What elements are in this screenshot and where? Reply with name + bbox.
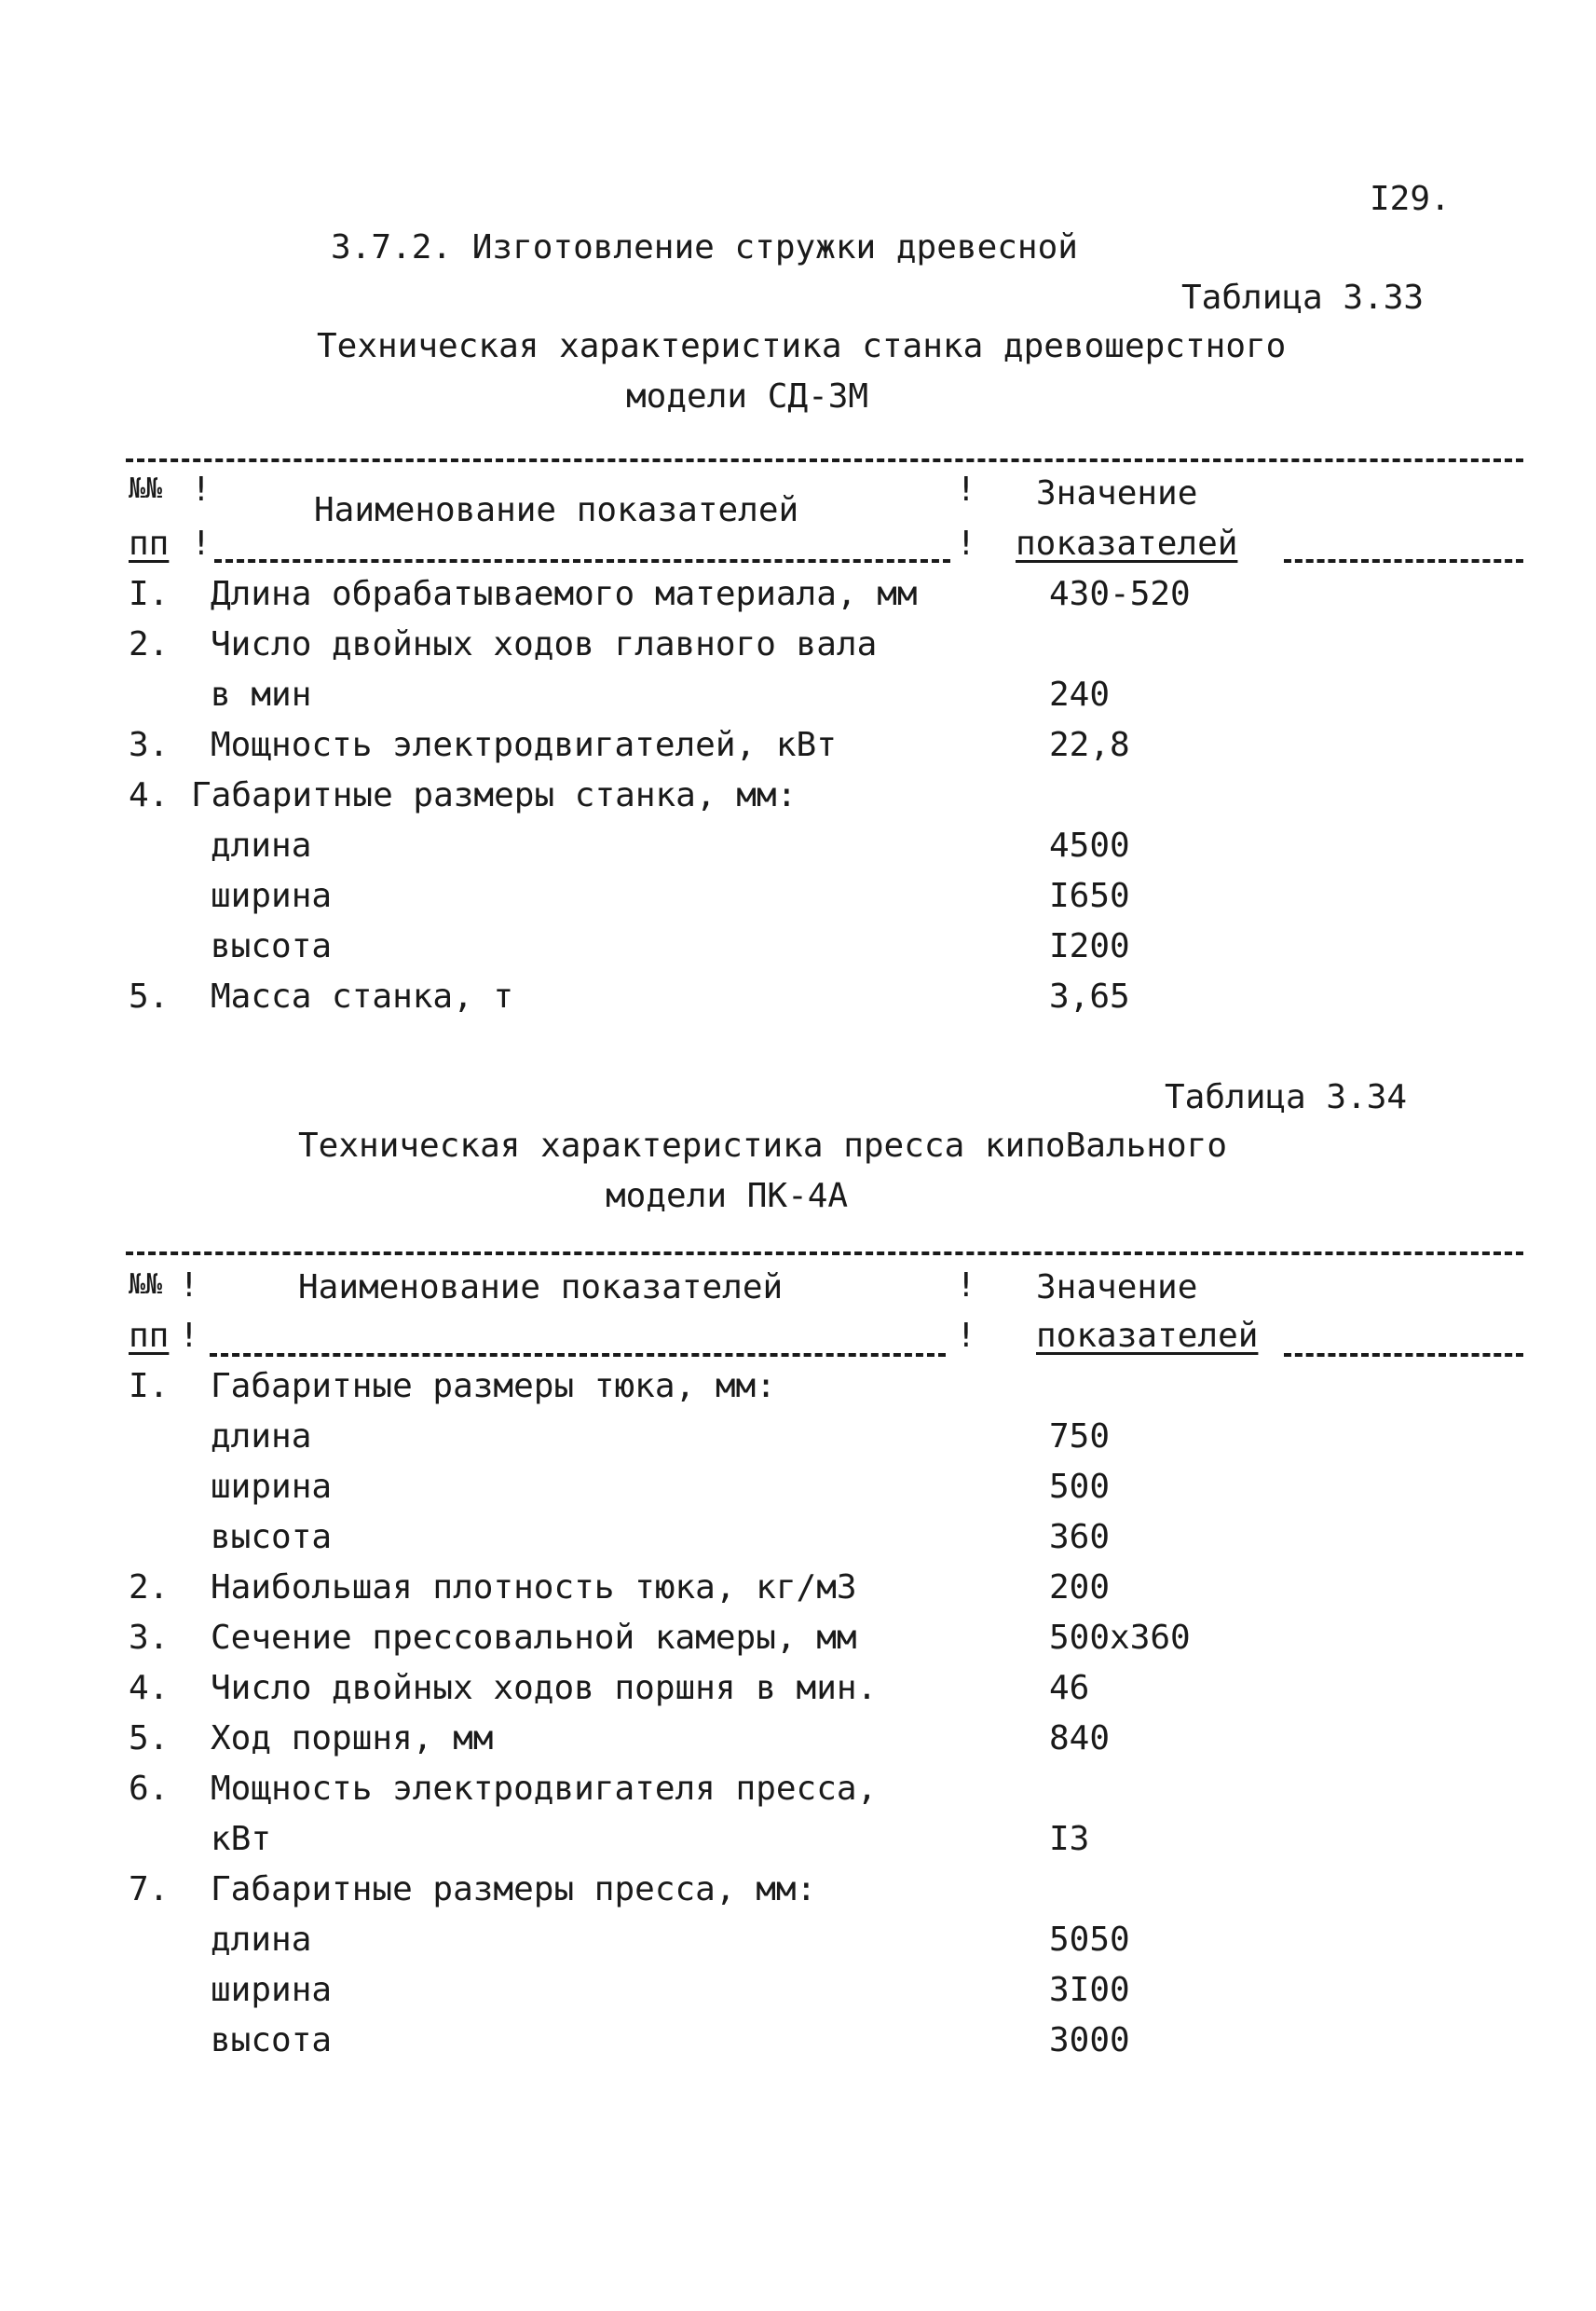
table-title-line2: модели СД-3М (626, 377, 869, 416)
row-name: в мин (211, 676, 312, 714)
row-value: 500 (1049, 1468, 1111, 1506)
row-num: I. (129, 575, 170, 613)
row-num: 7. (129, 1870, 170, 1908)
row-name: Ход поршня, мм (211, 1719, 494, 1757)
header-separator: ! (956, 1266, 976, 1305)
row-num: 4. (129, 1669, 170, 1707)
page-number: I29. (1370, 180, 1451, 218)
row-num: 2. (129, 625, 170, 663)
row-name: Габаритные размеры станка, мм: (191, 776, 798, 814)
row-value: 240 (1049, 676, 1111, 714)
row-name: Наибольшая плотность тюка, кг/м3 (211, 1568, 857, 1607)
header-num-line2: пп (129, 1317, 170, 1355)
header-num-line1: №№ (129, 1268, 163, 1301)
row-name: высота (211, 2021, 333, 2059)
row-value: 22,8 (1049, 726, 1130, 764)
row-num: 3. (129, 1619, 170, 1657)
row-num: 5. (129, 978, 170, 1016)
row-num: 2. (129, 1568, 170, 1607)
row-name: высота (211, 1518, 333, 1556)
row-name: ширина (211, 1468, 333, 1506)
row-name: Мощность электродвигателей, кВт (211, 726, 837, 764)
row-value: 3,65 (1049, 978, 1130, 1016)
row-value: 46 (1049, 1669, 1090, 1707)
row-name: кВт (211, 1820, 272, 1858)
row-name: высота (211, 927, 333, 965)
row-name: Габаритные размеры тюка, мм: (211, 1367, 776, 1405)
header-separator: ! (179, 1317, 199, 1355)
row-value: 200 (1049, 1568, 1111, 1607)
header-rule (1284, 559, 1523, 563)
row-name: Длина обрабатываемого материала, мм (211, 575, 918, 613)
row-value: 750 (1049, 1417, 1111, 1456)
table-top-rule (126, 458, 1523, 462)
row-name: Число двойных ходов главного вала (211, 625, 878, 663)
row-value: 500x360 (1049, 1619, 1191, 1657)
table-top-rule (126, 1251, 1523, 1255)
table-title-line1: Техническая характеристика станка древошерстного (317, 327, 1287, 365)
row-name: Масса станка, т (211, 978, 514, 1016)
row-name: длина (211, 827, 312, 865)
row-value: 840 (1049, 1719, 1111, 1757)
row-value: 5050 (1049, 1921, 1130, 1959)
row-num: 4. (129, 776, 170, 814)
table-title-line1: Техническая характеристика пресса кипоВального (298, 1127, 1227, 1165)
row-name: длина (211, 1921, 312, 1959)
row-num: 6. (129, 1770, 170, 1808)
header-value-line2: показателей (1016, 525, 1238, 563)
header-separator: ! (179, 1266, 199, 1305)
row-name: ширина (211, 877, 333, 915)
row-value: 3000 (1049, 2021, 1130, 2059)
row-name: длина (211, 1417, 312, 1456)
row-num: 5. (129, 1719, 170, 1757)
row-value: 430-520 (1049, 575, 1191, 613)
header-num-line2: пп (129, 525, 170, 563)
table-label: Таблица 3.33 (1181, 279, 1425, 317)
header-name: Наименование показателей (298, 1268, 784, 1306)
row-value: 3I00 (1049, 1971, 1130, 2009)
row-value: I200 (1049, 927, 1130, 965)
row-name: ширина (211, 1971, 333, 2009)
header-rule (210, 1353, 946, 1357)
row-name: Мощность электродвигателя пресса, (211, 1770, 878, 1808)
header-value-line1: Значение (1036, 1268, 1198, 1306)
table-label: Таблица 3.34 (1165, 1078, 1408, 1116)
row-name: Сечение прессовальной камеры, мм (211, 1619, 857, 1657)
header-separator: ! (191, 525, 211, 563)
row-value: I650 (1049, 877, 1130, 915)
table-title-line2: модели ПК-4А (606, 1177, 849, 1215)
row-name: Габаритные размеры пресса, мм: (211, 1870, 817, 1908)
section-title: 3.7.2. Изготовление стружки древесной (331, 228, 1078, 267)
row-name: Число двойных ходов поршня в мин. (211, 1669, 878, 1707)
row-value: I3 (1049, 1820, 1090, 1858)
row-value: 360 (1049, 1518, 1111, 1556)
header-separator: ! (956, 471, 976, 509)
header-rule (1284, 1353, 1523, 1357)
header-value-line2: показателей (1036, 1317, 1259, 1355)
row-num: I. (129, 1367, 170, 1405)
header-num-line1: №№ (129, 472, 163, 505)
row-value: 4500 (1049, 827, 1130, 865)
header-name: Наименование показателей (314, 491, 799, 529)
header-separator: ! (191, 471, 211, 509)
header-separator: ! (956, 525, 976, 563)
row-num: 3. (129, 726, 170, 764)
header-value-line1: Значение (1036, 474, 1198, 513)
header-separator: ! (956, 1317, 976, 1355)
header-rule (214, 559, 950, 563)
